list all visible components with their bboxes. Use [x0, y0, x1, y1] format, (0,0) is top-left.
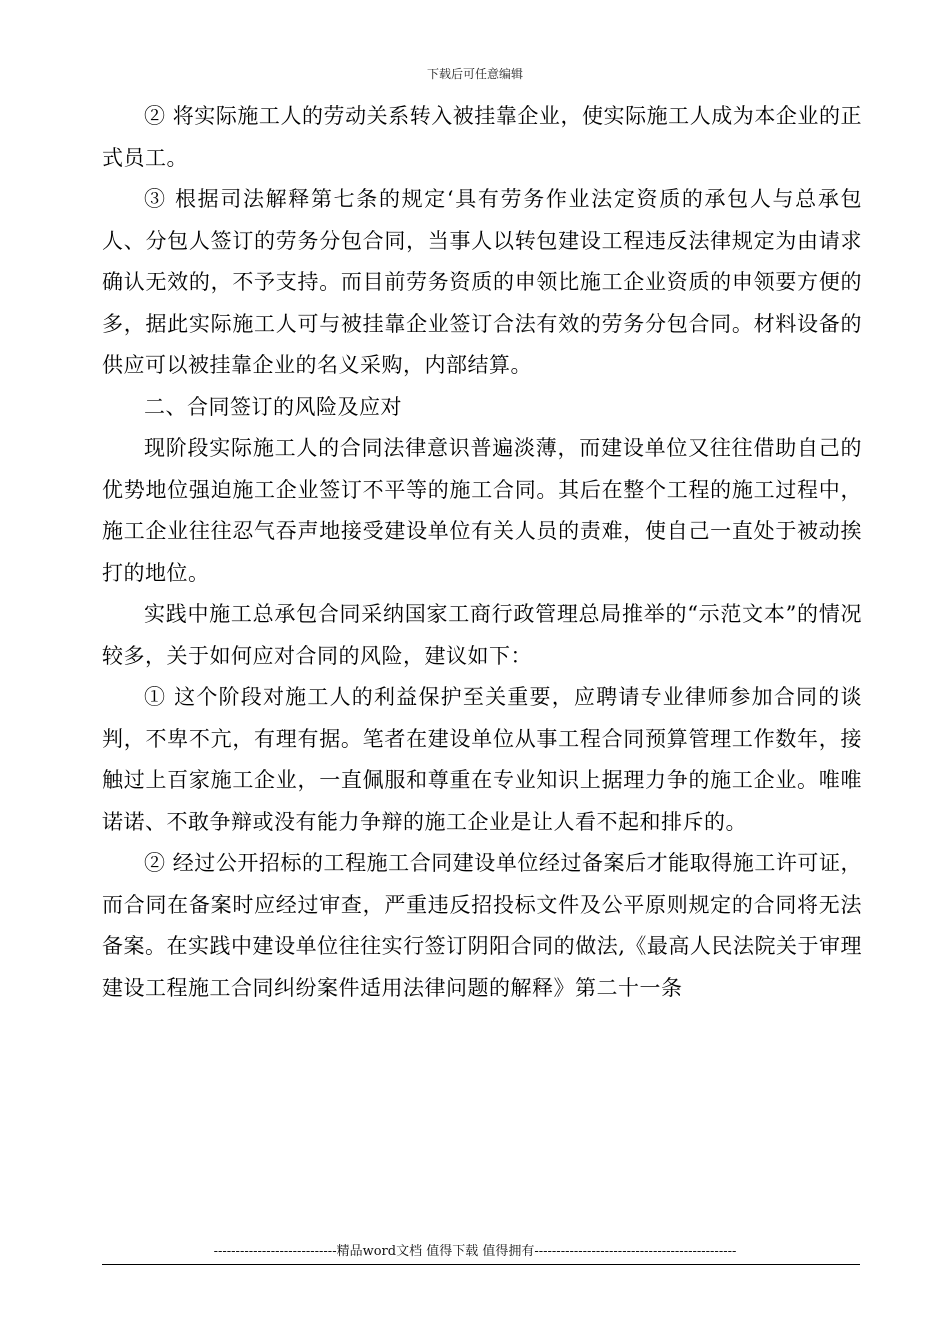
footer-divider [102, 1264, 860, 1265]
paragraph-4: 实践中施工总承包合同采纳国家工商行政管理总局推举的“示范文本”的情况较多，关于如何应对合同的风险，建议如下： [102, 602, 862, 668]
paragraph-3: 现阶段实际施工人的合同法律意识普遍淡薄，而建设单位又往往借助自己的优势地位强迫施工企业签订不平等的施工合同。其后在整个工程的施工过程中，施工企业往往忍气吞声地接受建设单位有关人员的责难，使自己一直处于被动挨打的地位。 [102, 436, 862, 585]
document-body [102, 96, 862, 1009]
paragraph-6: ② 经过公开招标的工程施工合同建设单位经过备案后才能取得施工许可证，而合同在备案时应经过审查，严重违反招投标文件及公平原则规定的合同将无法备案。在实践中建设单位往往实行签订阴阳合同的做法,《最高人民法院关于审理建设工程施工合同纠纷案件适用法律问题的解释》第二十一条 [102, 851, 862, 1000]
section-heading: 二、合同签订的风险及应对 [144, 394, 402, 419]
paragraph-1: ② 将实际施工人的劳动关系转入被挂靠企业，使实际施工人成为本企业的正式员工。 [102, 104, 862, 170]
footer-note: ----------------------------精品word文档 值得下载 值得拥有---------------------------------------------- [213, 1244, 737, 1259]
paragraph-2: ③ 根据司法解释第七条的规定‘具有劳务作业法定资质的承包人与总承包人、分包人签订的劳务分包合同，当事人以转包建设工程违反法律规定为由请求确认无效的，不予支持。而目前劳务资质的申领比施工企业资质的申领要方便的多，据此实际施工人可与被挂靠企业签订合法有效的劳务分包合同。材料设备的供应可以被挂靠企业的名义采购，内部结算。 [102, 187, 862, 377]
paragraph-5: ① 这个阶段对施工人的利益保护至关重要，应聘请专业律师参加合同的谈判，不卑不亢，有理有据。笔者在建设单位从事工程合同预算管理工作数年，接触过上百家施工企业，一直佩服和尊重在专业知识上据理力争的施工企业。唯唯诺诺、不敢争辩或没有能力争辩的施工企业是让人看不起和排斥的。 [102, 685, 862, 834]
header-note: 下载后可任意编辑 [426, 67, 523, 81]
